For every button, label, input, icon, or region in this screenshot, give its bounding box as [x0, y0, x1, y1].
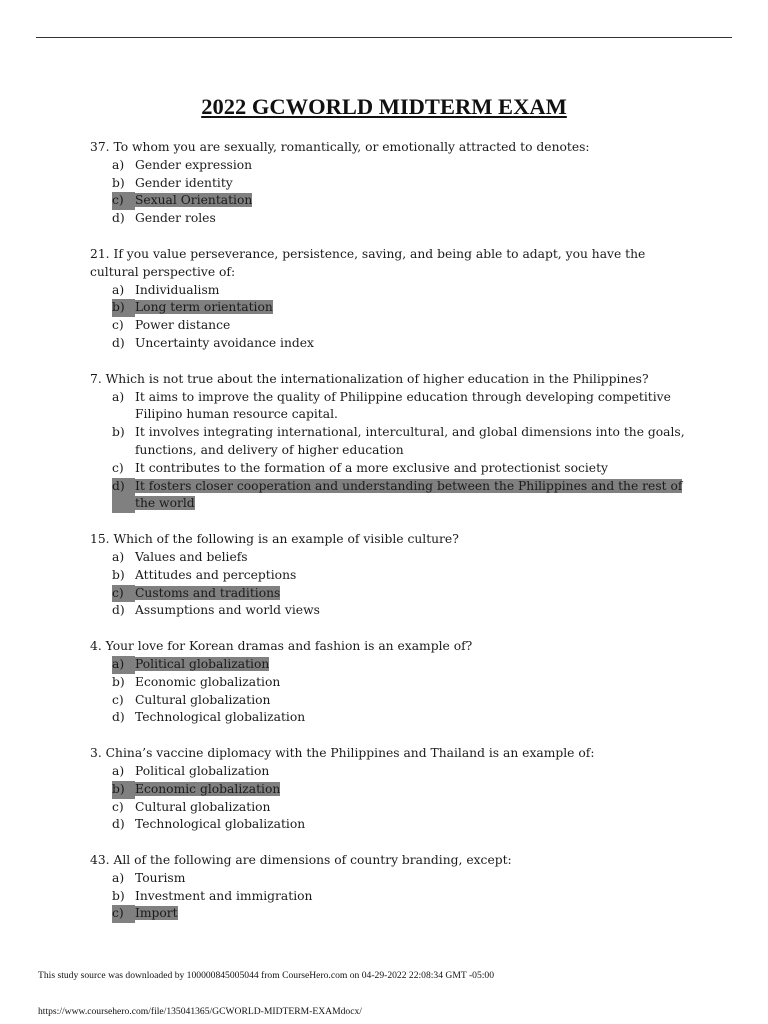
option-text-wrap: [135, 905, 685, 923]
option-letter: d): [112, 211, 125, 226]
question-text: 21. If you value perseverance, persistence, saving, and being able to adapt, you have the cultural perspective of:: [90, 246, 646, 279]
option-letter: a): [112, 763, 125, 778]
option-letter: c): [112, 905, 135, 923]
question-text: 4. Your love for Korean dramas and fashion is an example of?: [90, 639, 473, 654]
option-letter: b): [112, 175, 125, 190]
option-letter: b): [112, 781, 135, 799]
option-text: Economic globalization: [135, 674, 281, 689]
answer-option: [90, 709, 690, 727]
option-text-wrap: [135, 424, 685, 460]
option-letter: a): [112, 157, 125, 172]
answer-option-highlighted: [90, 478, 690, 514]
option-text: Investment and immigration: [135, 888, 313, 903]
option-text-wrap: [135, 781, 685, 799]
option-text-wrap: [135, 888, 685, 906]
question-text: 7. Which is not true about the internationalization of higher education in the Philippines?: [90, 371, 649, 386]
option-text-wrap: [135, 335, 685, 353]
question-block: [90, 638, 690, 727]
question-block: [90, 371, 690, 513]
answer-option: [90, 567, 690, 585]
question-block: [90, 246, 690, 353]
option-text: Economic globalization: [135, 781, 281, 796]
answer-option: [90, 460, 690, 478]
option-letter: c): [112, 799, 124, 814]
option-letter: d): [112, 335, 125, 350]
option-text: Customs and traditions: [135, 585, 281, 600]
answer-option-highlighted: [90, 905, 690, 923]
answer-option: [90, 210, 690, 228]
option-text-wrap: [135, 692, 685, 710]
option-letter: d): [112, 710, 125, 725]
option-letter: d): [112, 603, 125, 618]
top-divider: [36, 37, 732, 38]
option-text-wrap: [135, 674, 685, 692]
option-text: Import: [135, 906, 178, 921]
answer-option-highlighted: [90, 585, 690, 603]
option-text-wrap: [135, 585, 685, 603]
option-text: Technological globalization: [135, 817, 306, 832]
option-text-wrap: [135, 282, 685, 300]
option-text-wrap: [135, 656, 685, 674]
option-letter: a): [112, 389, 125, 404]
option-text-wrap: [135, 763, 685, 781]
option-text: Gender roles: [135, 211, 216, 226]
answer-option: [90, 389, 690, 425]
option-text: Cultural globalization: [135, 692, 271, 707]
option-letter: b): [112, 567, 125, 582]
answer-option: [90, 888, 690, 906]
answer-option: [90, 282, 690, 300]
answer-option-highlighted: [90, 192, 690, 210]
option-text: Political globalization: [135, 763, 270, 778]
answer-option: [90, 799, 690, 817]
option-letter: b): [112, 425, 125, 440]
question-text: 3. China’s vaccine diplomacy with the Philippines and Thailand is an example of:: [90, 746, 595, 761]
option-text: Technological globalization: [135, 710, 306, 725]
question-block: [90, 531, 690, 620]
option-letter: d): [112, 817, 125, 832]
option-letter: a): [112, 549, 125, 564]
option-list: [90, 870, 690, 923]
option-letter: a): [112, 870, 125, 885]
option-text-wrap: [135, 709, 685, 727]
option-text-wrap: [135, 299, 685, 317]
answer-option: [90, 424, 690, 460]
option-letter: b): [112, 888, 125, 903]
option-letter: a): [112, 282, 125, 297]
answer-option: [90, 763, 690, 781]
option-text: Cultural globalization: [135, 799, 271, 814]
option-list: [90, 549, 690, 620]
option-text: Assumptions and world views: [135, 603, 320, 618]
option-text: Values and beliefs: [135, 549, 248, 564]
answer-option-highlighted: [90, 781, 690, 799]
option-text-wrap: [135, 602, 685, 620]
question-list: [90, 139, 690, 941]
option-text: It contributes to the formation of a more exclusive and protectionist society: [135, 460, 608, 475]
option-text: It involves integrating international, intercultural, and global dimensions into the goals, functions, and delivery of higher education: [135, 425, 685, 457]
question-block: [90, 852, 690, 923]
option-text: Individualism: [135, 282, 220, 297]
option-list: [90, 282, 690, 353]
option-letter: d): [112, 478, 135, 514]
page-title: 2022 GCWORLD MIDTERM EXAM: [201, 94, 567, 119]
option-text-wrap: [135, 175, 685, 193]
option-letter: b): [112, 674, 125, 689]
option-letter: c): [112, 192, 135, 210]
answer-option: [90, 870, 690, 888]
question-text: 37. To whom you are sexually, romantically, or emotionally attracted to denotes:: [90, 140, 590, 154]
option-text-wrap: [135, 478, 685, 514]
option-list: [90, 389, 690, 514]
option-letter: c): [112, 460, 124, 475]
option-text: Political globalization: [135, 656, 270, 671]
question-text: 43. All of the following are dimensions of country branding, except:: [90, 853, 512, 868]
answer-option: [90, 317, 690, 335]
answer-option: [90, 816, 690, 834]
option-list: [90, 763, 690, 834]
option-letter: c): [112, 318, 124, 333]
option-text-wrap: [135, 192, 685, 210]
option-text: Attitudes and perceptions: [135, 567, 297, 582]
option-text-wrap: [135, 389, 685, 425]
option-text-wrap: [135, 460, 685, 478]
option-text-wrap: [135, 210, 685, 228]
option-text-wrap: [135, 567, 685, 585]
answer-option: [90, 674, 690, 692]
option-list: [90, 656, 690, 727]
option-text-wrap: [135, 870, 685, 888]
option-text: It fosters closer cooperation and understanding between the Philippines and the rest of the world: [135, 478, 683, 511]
source-url: https://www.coursehero.com/file/135041365/GCWORLD-MIDTERM-EXAMdocx/: [38, 1006, 362, 1017]
option-text-wrap: [135, 549, 685, 567]
option-text: Uncertainty avoidance index: [135, 335, 314, 350]
answer-option: [90, 175, 690, 193]
option-text-wrap: [135, 816, 685, 834]
option-text: Gender identity: [135, 175, 233, 190]
option-text: Tourism: [135, 870, 186, 885]
download-source-note: This study source was downloaded by 100000845005044 from CourseHero.com on 04-29-2022 22:08:34 GMT -05:00: [38, 970, 495, 981]
option-letter: b): [112, 299, 135, 317]
option-letter: c): [112, 585, 135, 603]
question-block: [90, 745, 690, 834]
option-text: It aims to improve the quality of Philippine education through developing competitive Filipino human resource capital.: [135, 389, 671, 422]
question-block: [90, 139, 690, 228]
answer-option: [90, 602, 690, 620]
answer-option: [90, 335, 690, 353]
answer-option: [90, 157, 690, 175]
option-list: [90, 157, 690, 228]
option-text: Power distance: [135, 318, 231, 333]
option-letter: c): [112, 692, 124, 707]
question-text: 15. Which of the following is an example of visible culture?: [90, 532, 459, 547]
option-text-wrap: [135, 157, 685, 175]
option-letter: a): [112, 656, 135, 674]
option-text-wrap: [135, 317, 685, 335]
answer-option-highlighted: [90, 656, 690, 674]
option-text: Sexual Orientation: [135, 193, 253, 208]
answer-option: [90, 549, 690, 567]
option-text: Long term orientation: [135, 300, 273, 315]
answer-option: [90, 692, 690, 710]
answer-option-highlighted: [90, 299, 690, 317]
option-text: Gender expression: [135, 157, 253, 172]
option-text-wrap: [135, 799, 685, 817]
